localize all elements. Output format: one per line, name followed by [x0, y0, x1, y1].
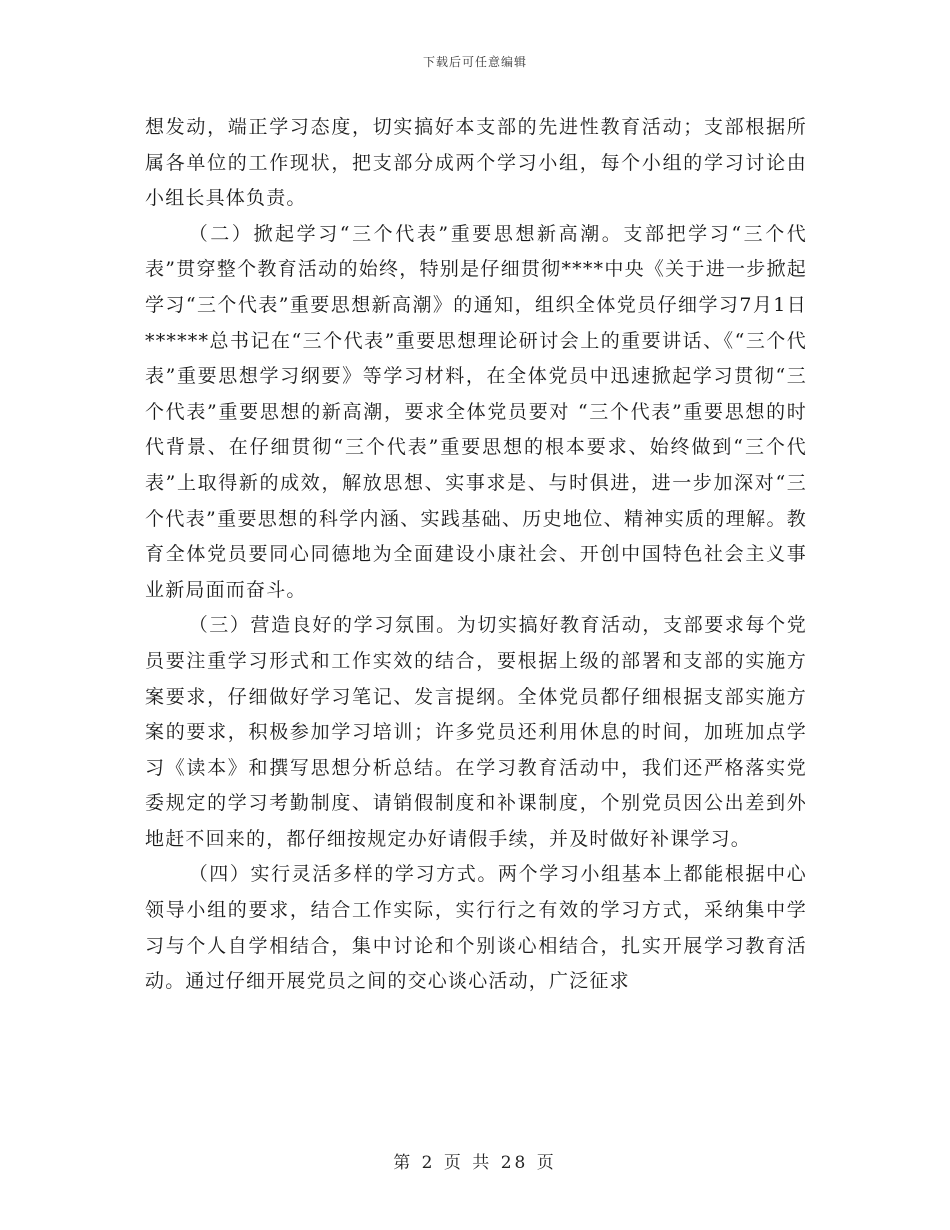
- paragraph-continuation: 想发动，端正学习态度，切实搞好本支部的先进性教育活动；支部根据所属各单位的工作现状，把支部分成两个学习小组，每个小组的学习讨论由小组长具体负责。: [145, 116, 807, 210]
- page-number: 第 2 页 共 28 页: [393, 1153, 557, 1173]
- paragraph-section-4: （四）实行灵活多样的学习方式。两个学习小组基本上都能根据中心领导小组的要求，结合工作实际，实行行之有效的学习方式，采纳集中学习与个人自学相结合，集中讨论和个别谈心相结合，扎实开展学习教育活动。通过仔细开展党员之间的交心谈心活动，广泛征求: [145, 863, 807, 993]
- header-note: 下载后可任意编辑: [422, 55, 527, 69]
- document-body: [145, 110, 807, 1000]
- paragraph-section-3: （三）营造良好的学习氛围。为切实搞好教育活动，支部要求每个党员要注重学习形式和工作实效的结合，要根据上级的部署和支部的实施方案要求，仔细做好学习笔记、发言提纲。全体党员都仔细根据支部实施方案的要求，积极参加学习培训；许多党员还利用休息的时间，加班加点学习《读本》和撰写思想分析总结。在学习教育活动中，我们还严格落实党委规定的学习考勤制度、请销假制度和补课制度，个别党员因公出差到外地赶不回来的，都仔细按规定办好请假手续，并及时做好补课学习。: [145, 614, 807, 850]
- paragraph-section-2: （二）掀起学习“三个代表”重要思想新高潮。支部把学习“三个代表”贯穿整个教育活动的始终，特别是仔细贯彻****中央《关于进一步掀起学习“三个代表”重要思想新高潮》的通知，组织全体党员仔细学习7月1日******总书记在“三个代表”重要思想理论研讨会上的重要讲话、《“三个代表”重要思想学习纲要》等学习材料，在全体党员中迅速掀起学习贯彻“三个代表”重要思想的新高潮，要求全体党员要对 “三个代表”重要思想的时代背景、在仔细贯彻“三个代表”重要思想的根本要求、始终做到“三个代表”上取得新的成效，解放思想、实事求是、与时俱进，进一步加深对“三个代表”重要思想的科学内涵、实践基础、历史地位、精神实质的理解。教育全体党员要同心同德地为全面建设小康社会、开创中国特色社会主义事业新局面而奋斗。: [145, 222, 807, 601]
